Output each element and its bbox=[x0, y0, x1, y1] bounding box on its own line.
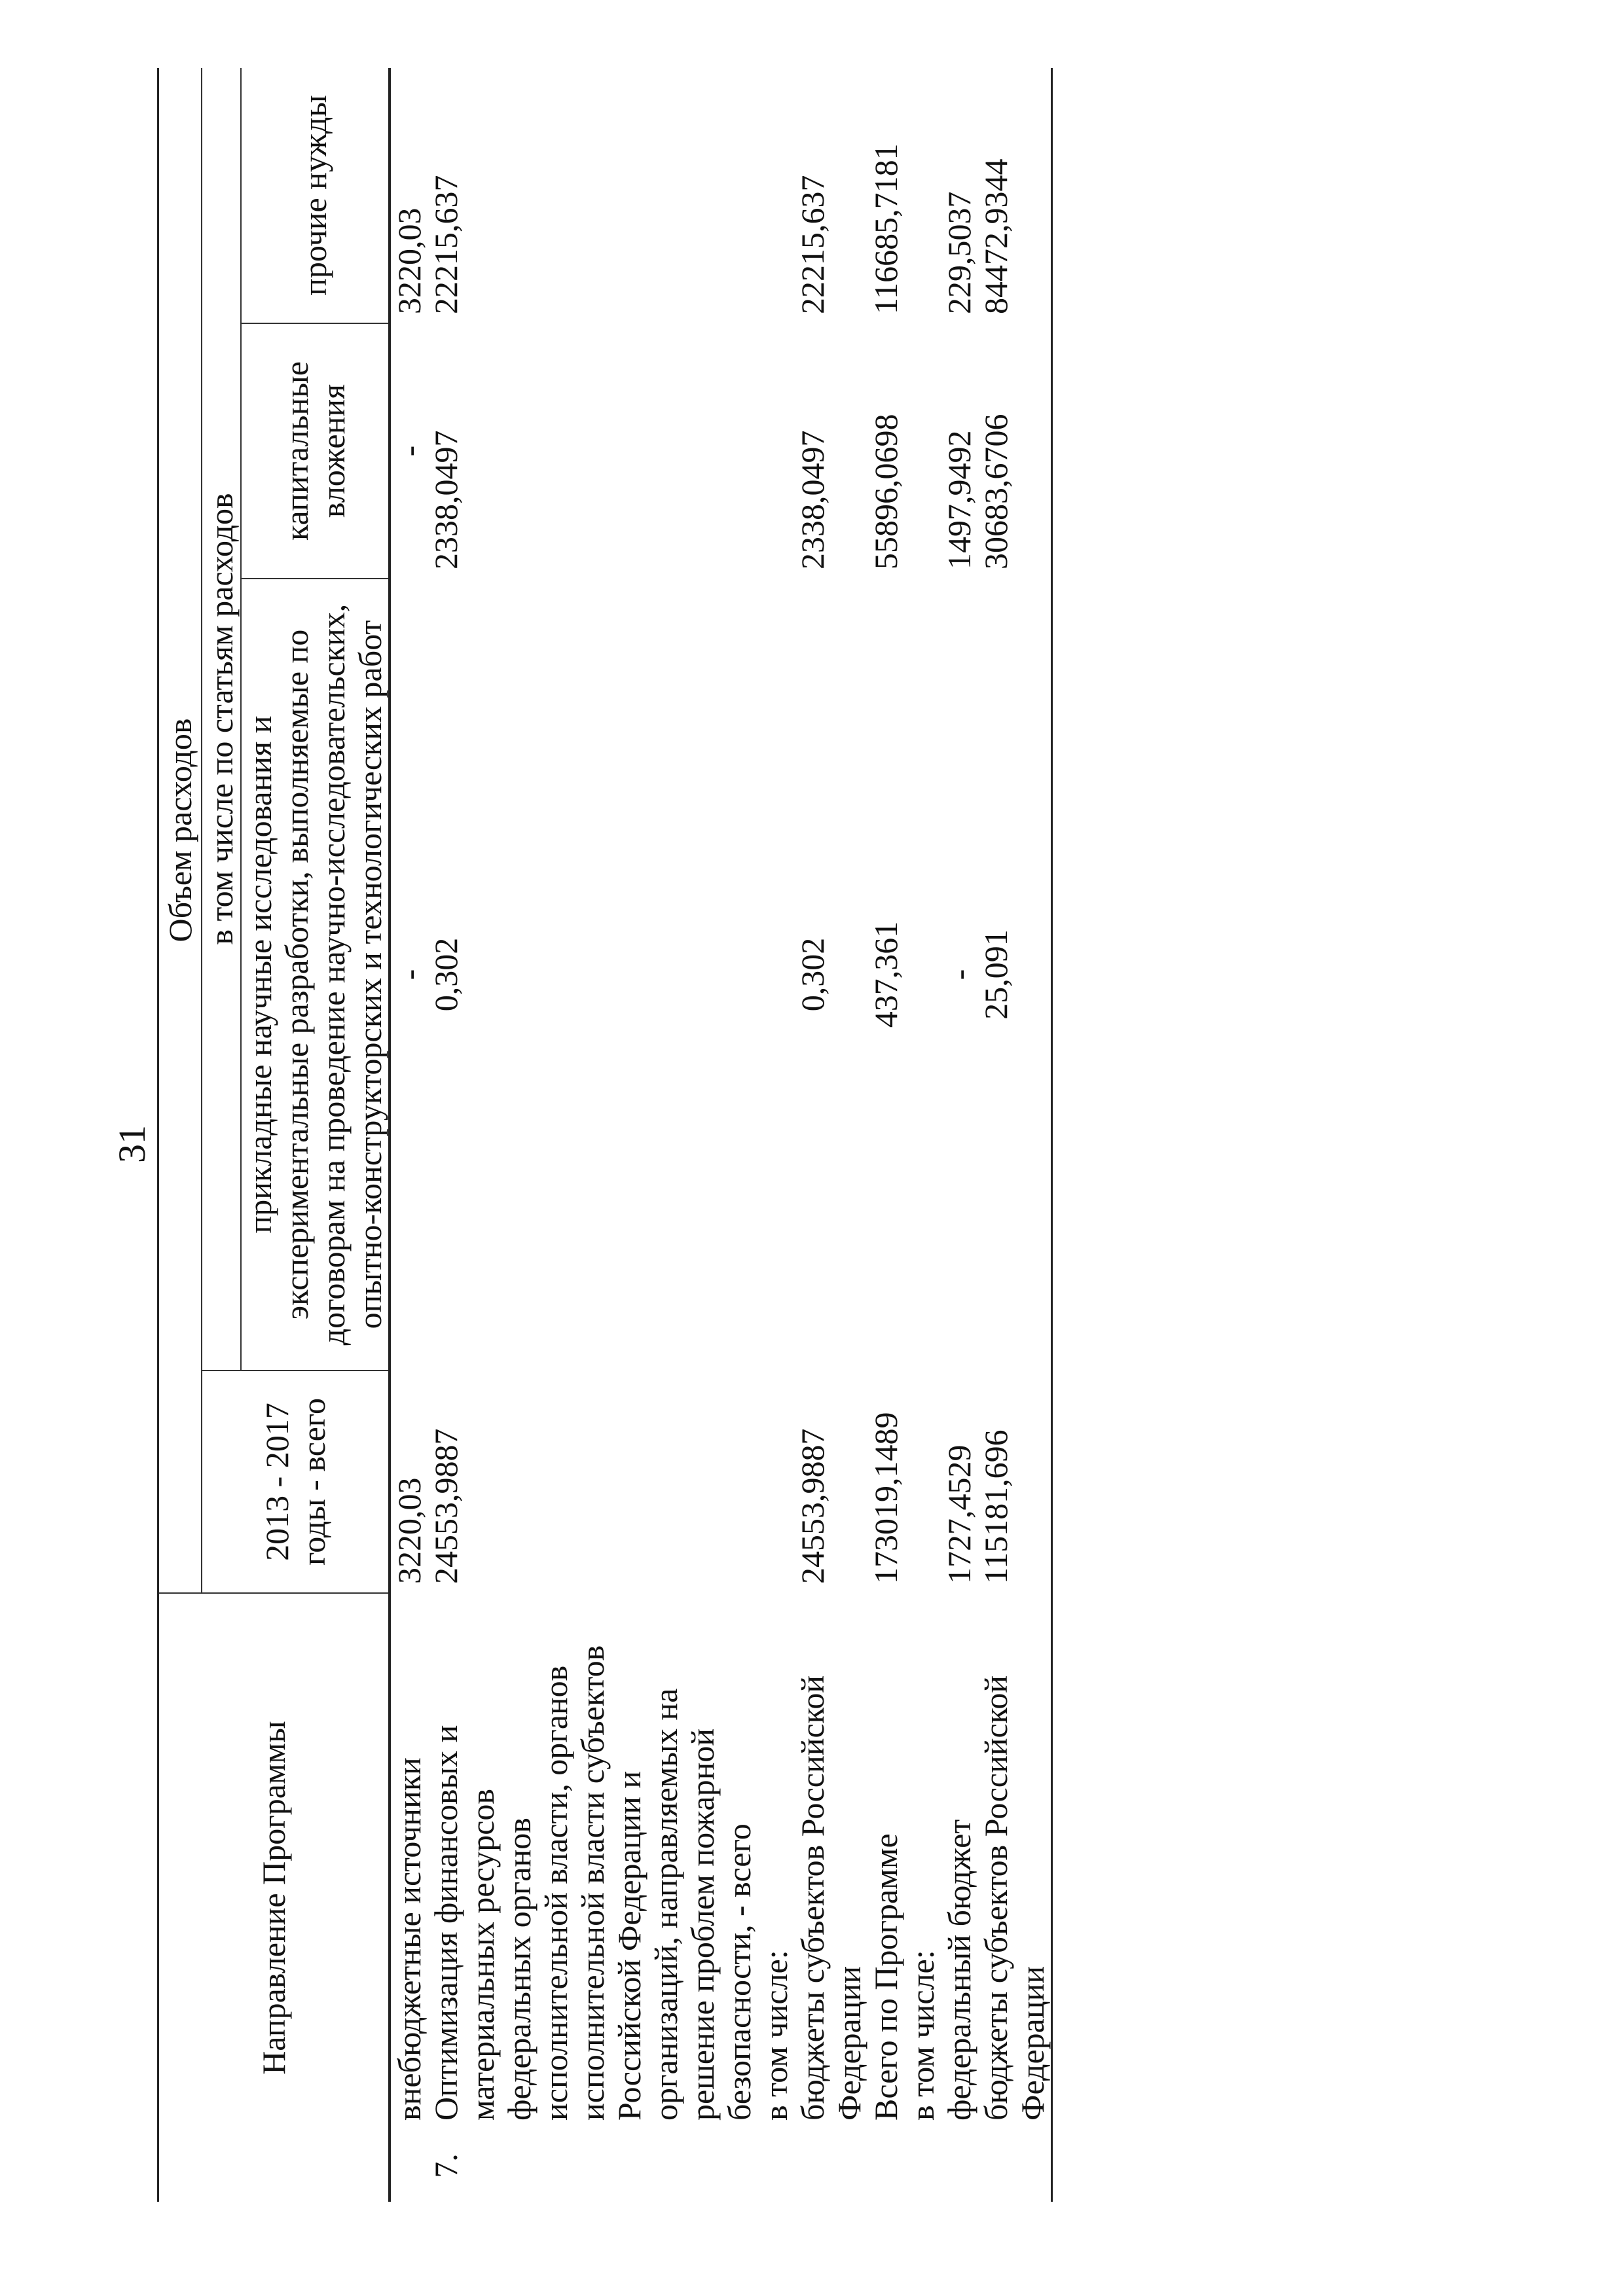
row-label: бюджеты субъектов Российской Федерации bbox=[794, 1675, 867, 2121]
table-row bbox=[941, 68, 977, 2202]
total-value bbox=[757, 1371, 794, 1593]
niokr-value: 25,091 bbox=[977, 579, 1052, 1371]
row-number bbox=[757, 2130, 794, 2202]
capital-value: - bbox=[391, 445, 428, 457]
table-row bbox=[977, 68, 1052, 2202]
row-number bbox=[794, 2130, 867, 2202]
niokr-value bbox=[904, 579, 941, 1371]
niokr-value: - bbox=[941, 969, 977, 980]
row-label: в том числе: bbox=[904, 1950, 941, 2121]
niokr-value bbox=[757, 579, 794, 1371]
other-value: 22215,637 bbox=[794, 175, 831, 314]
expense-volume-header: Объем расходов bbox=[158, 68, 202, 1593]
budget-table bbox=[157, 68, 1053, 2202]
total-value: 173019,1489 bbox=[867, 1412, 904, 1584]
table-row bbox=[757, 68, 794, 2202]
other-value: 84472,9344 bbox=[977, 68, 1052, 323]
row-number bbox=[904, 2130, 941, 2202]
capital-value: 2338,0497 bbox=[428, 430, 464, 569]
table-header bbox=[158, 68, 390, 2202]
table-row bbox=[794, 68, 867, 2202]
total-value: 1727,4529 bbox=[941, 1444, 977, 1584]
direction-header: Направление Программы bbox=[158, 1593, 390, 2202]
total-value: 3220,03 bbox=[391, 1477, 428, 1584]
other-header: прочие нужды bbox=[241, 68, 390, 323]
total-value: 24553,9887 bbox=[794, 1428, 831, 1584]
row-label: Всего по Программе bbox=[867, 1833, 904, 2121]
table-row bbox=[390, 68, 428, 2202]
row-label: в том числе: bbox=[757, 1950, 794, 2121]
total-value: 115181,696 bbox=[977, 1371, 1052, 1593]
other-value: 229,5037 bbox=[941, 191, 977, 314]
table-row bbox=[904, 68, 941, 2202]
other-value bbox=[757, 68, 794, 323]
other-value bbox=[904, 68, 941, 323]
niokr-value: 0,302 bbox=[794, 937, 831, 1012]
row-label: внебюджетные источники bbox=[391, 1757, 428, 2121]
capital-value: 55896,0698 bbox=[867, 414, 904, 569]
table-row bbox=[428, 68, 757, 2202]
total-value bbox=[904, 1371, 941, 1593]
row-label: бюджеты субъектов Российской Федерации bbox=[977, 1593, 1052, 2130]
niokr-value: - bbox=[391, 969, 428, 980]
capital-value: 1497,9492 bbox=[941, 430, 977, 569]
capital-value: 30683,6706 bbox=[977, 323, 1052, 579]
capital-value: 2338,0497 bbox=[794, 430, 831, 569]
page-number: 31 bbox=[111, 1125, 153, 1163]
row-number bbox=[867, 2130, 904, 2202]
capital-header: капитальные вложения bbox=[241, 323, 390, 579]
other-value: 3220,03 bbox=[391, 207, 428, 314]
niokr-header: прикладные научные исследования и экспериментальные разработки, выполняемые по договорам на проведение научно-исследовательских, опытно-конструкторских и технологических работ bbox=[241, 579, 390, 1371]
row-number bbox=[941, 2130, 977, 2202]
niokr-value: 0,302 bbox=[428, 937, 464, 1012]
other-value: 22215,637 bbox=[428, 175, 464, 314]
row-label: федеральный бюджет bbox=[941, 1819, 977, 2121]
row-number bbox=[977, 2130, 1052, 2202]
table-row bbox=[867, 68, 904, 2202]
other-value: 116685,7181 bbox=[867, 143, 904, 314]
row-number bbox=[390, 2130, 428, 2202]
capital-value bbox=[904, 323, 941, 579]
row-label: Оптимизация финансовых и материальных ресурсов федеральных органов исполнительной власти, органов исполнительной власти субъектов Российской Федерации и организаций, направляемых на решение проблем пожарной безопасности, - всего bbox=[428, 1645, 757, 2121]
row-number: 7. bbox=[428, 2153, 464, 2178]
niokr-value: 437,361 bbox=[867, 921, 904, 1028]
total-value: 24553,9887 bbox=[428, 1428, 464, 1584]
total-header: 2013 - 2017 годы - всего bbox=[202, 1371, 390, 1593]
including-by-items-header: в том числе по статьям расходов bbox=[202, 68, 241, 1371]
table-body bbox=[390, 68, 1052, 2202]
capital-value bbox=[757, 323, 794, 579]
